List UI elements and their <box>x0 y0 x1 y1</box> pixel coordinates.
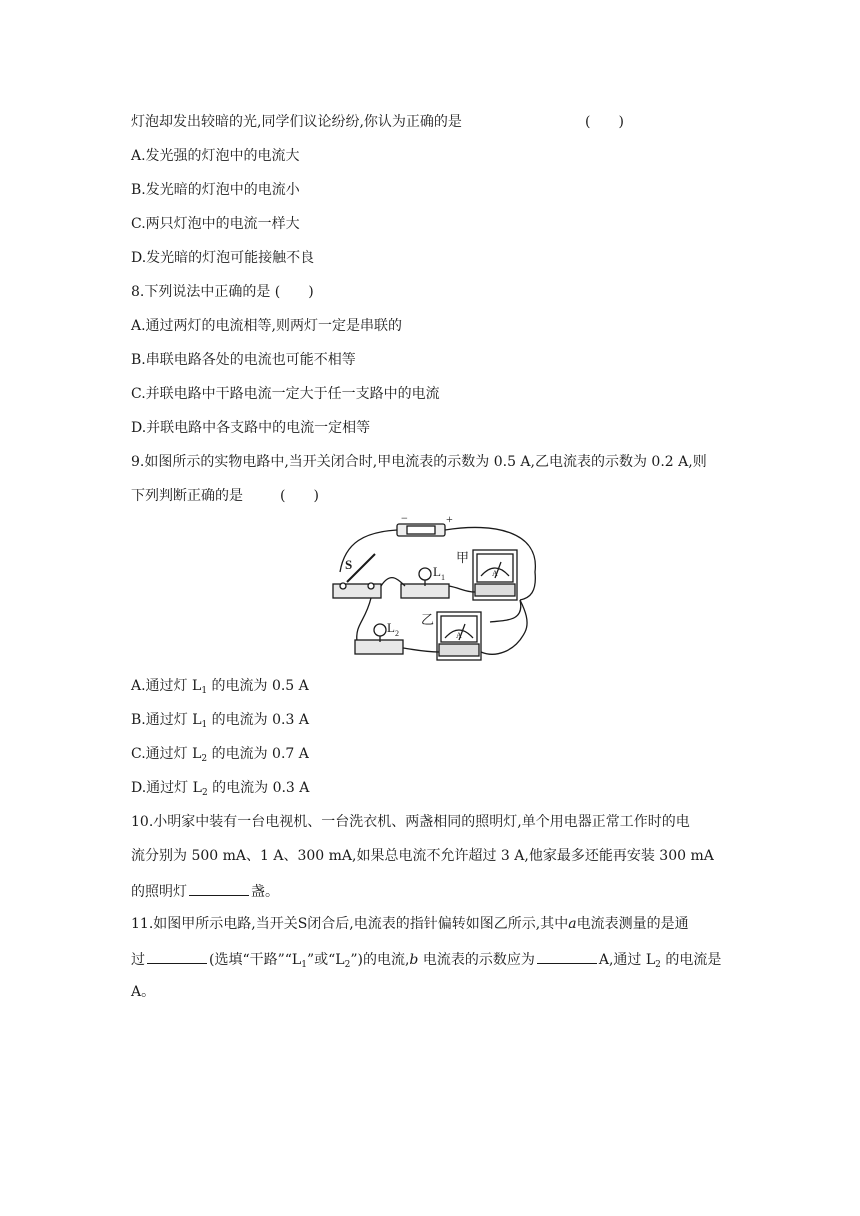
q9-option-c: C.通过灯 $L_2$ 的电流为 0.7 A <box>131 746 309 764</box>
switch-label: S <box>345 557 353 572</box>
q8-option-c: C.并联电路中干路电流一定大于任一支路中的电流 <box>131 386 440 402</box>
q9-option-d: D.通过灯 $L_2$ 的电流为 0.3 A <box>131 780 310 798</box>
q7-option-c: C.两只灯泡中的电流一样大 <box>131 216 300 232</box>
q11-line3: A。 <box>131 984 156 1000</box>
q8-option-d: D.并联电路中各支路中的电流一定相等 <box>131 420 371 436</box>
q9-stem-line1: 9.如图所示的实物电路中,当开关闭合时,甲电流表的示数为 0.5 A,乙电流表的示数为 0.2 A,则 <box>131 454 707 470</box>
q9-answer-paren[interactable]: ( ) <box>280 488 319 504</box>
q7-option-b: B.发光暗的灯泡中的电流小 <box>131 182 300 198</box>
q7-option-d: D.发光暗的灯泡可能接触不良 <box>131 250 315 266</box>
q7-stem: 灯泡却发出较暗的光,同学们议论纷纷,你认为正确的是 <box>131 114 462 130</box>
q10-line1: 10.小明家中装有一台电视机、一台洗衣机、两盏相同的照明灯,单个用电器正常工作时的电 <box>131 814 690 830</box>
q11-blank-2[interactable] <box>537 949 597 964</box>
lamp1-sub-label: 1 <box>441 573 445 582</box>
q10-line3: 的照明灯 盏。 <box>131 881 279 901</box>
q8-option-b: B.串联电路各处的电流也可能不相等 <box>131 352 356 368</box>
q9-stem-line2: 下列判断正确的是 <box>131 488 243 504</box>
q11-line1: 11.如图甲所示电路,当开关S闭合后,电流表的指针偏转如图乙所示,其中a电流表测量的是通 <box>131 916 689 932</box>
lamp1-label: L <box>433 564 441 579</box>
lamp2-label: L <box>387 620 395 635</box>
ammeter-jia-unit: A <box>492 569 498 578</box>
lamp2-sub-label: 2 <box>395 629 399 638</box>
q9-circuit-figure <box>325 512 545 664</box>
q7-answer-paren[interactable]: ( ) <box>585 114 624 130</box>
q8-stem: 8.下列说法中正确的是 ( ) <box>131 284 314 300</box>
q9-option-a: A.通过灯 $L_1$ 的电流为 0.5 A <box>131 678 309 696</box>
q11-line2: 过 (选填“干路$”“L_1$”或“$L_2$”)的电流,b 电流表的示数应为 A,通过 $L_2$ 的电流是 <box>131 949 721 969</box>
battery-plus-label: + <box>446 512 453 526</box>
battery-minus-label: − <box>401 512 408 525</box>
q10-line2: 流分别为 500 mA、1 A、300 mA,如果总电流不允许超过 3 A,他家最多还能再安装 300 mA <box>131 848 714 864</box>
ammeter-jia-label: 甲 <box>456 550 470 565</box>
ammeter-yi-label: 乙 <box>421 612 435 627</box>
q11-blank-1[interactable] <box>147 949 207 964</box>
q10-answer-blank[interactable] <box>189 881 249 896</box>
q8-option-a: A.通过两灯的电流相等,则两灯一定是串联的 <box>131 318 403 334</box>
ammeter-yi-unit: A <box>456 631 462 640</box>
q7-option-a: A.发光强的灯泡中的电流大 <box>131 148 300 164</box>
q9-option-b: B.通过灯 $L_1$ 的电流为 0.3 A <box>131 712 309 730</box>
